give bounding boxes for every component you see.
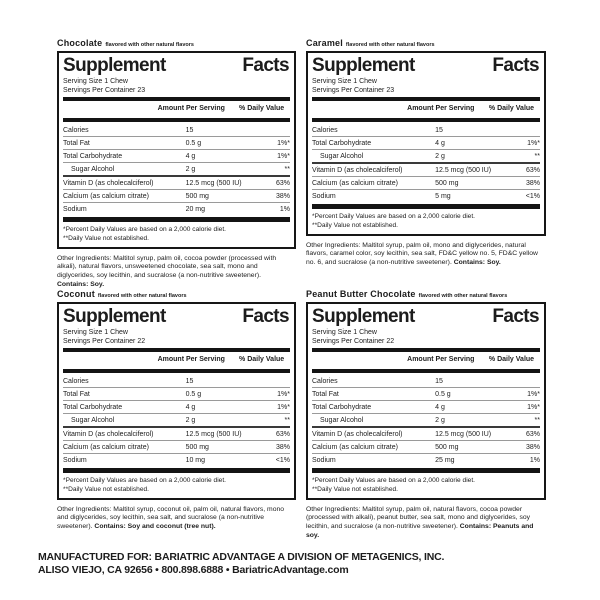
other-ingredients — [306, 506, 546, 541]
supplement-panel — [306, 38, 546, 268]
amount-value: 0.5 g — [435, 391, 451, 399]
amount-value: 4 g — [435, 140, 445, 148]
column-headers — [63, 103, 290, 116]
flavor-name: Peanut Butter Chocolate — [306, 289, 416, 299]
daily-value: 63% — [275, 180, 290, 188]
table-row — [63, 136, 290, 149]
nutrient-label: Calcium (as calcium citrate) — [312, 180, 398, 188]
divider-bar — [63, 369, 290, 373]
table-row — [63, 453, 290, 466]
amount-value: 500 mg — [435, 444, 459, 452]
facts-title-word2: Facts — [492, 55, 539, 76]
flavor-name: Caramel — [306, 38, 343, 48]
divider-bar — [63, 97, 290, 101]
nutrient-label: Sugar Alcohol — [71, 166, 115, 174]
table-row — [63, 387, 290, 400]
table-row — [63, 189, 290, 202]
divider-bar — [312, 468, 540, 473]
flavor-name: Coconut — [57, 289, 95, 299]
daily-value-header: % Daily Value — [488, 356, 535, 364]
facts-title-word2: Facts — [242, 306, 289, 327]
flavor-subtitle: flavored with other natural flavors — [418, 293, 508, 299]
nutrient-label: Total Fat — [63, 140, 90, 148]
nutrient-label: Vitamin D (as cholecalciferol) — [63, 431, 154, 439]
nutrient-label: Calories — [63, 127, 89, 135]
table-row — [312, 400, 540, 413]
daily-value: 63% — [525, 167, 540, 175]
contact-line: ALISO VIEJO, CA 92656 • 800.898.6888 • BariatricAdvantage.com — [38, 563, 349, 576]
facts-title-word1: Supplement — [63, 306, 166, 327]
daily-value: 1%* — [277, 140, 290, 148]
other-ingredients-text: Other Ingredients: Maltitol syrup, coconut oil, palm oil, natural flavors, mono and diglycerides, soy lecithin, sea salt, and sucralose (a non-nutritive sweetener). — [57, 505, 285, 531]
daily-value: 63% — [525, 431, 540, 439]
flavor-subtitle: flavored with other natural flavors — [345, 42, 435, 48]
servings-per-container: Servings Per Container 23 — [63, 87, 146, 95]
panel-grid — [57, 38, 547, 541]
table-row — [312, 189, 540, 202]
footnote-dv-not-established: **Daily Value not established. — [63, 485, 150, 493]
nutrient-label: Sodium — [312, 457, 336, 465]
nutrient-label: Total Fat — [312, 391, 339, 399]
nutrient-label: Calories — [312, 378, 338, 386]
column-headers — [63, 354, 290, 367]
amount-value: 500 mg — [185, 444, 209, 452]
amount-value: 12.5 mcg (500 IU) — [435, 167, 492, 175]
supplement-facts-title — [312, 306, 540, 328]
nutrient-label: Sodium — [312, 193, 336, 201]
daily-value: 38% — [275, 444, 290, 452]
facts-title-word2: Facts — [492, 306, 539, 327]
flavor-title — [57, 289, 296, 299]
table-row — [63, 440, 290, 453]
amount-value: 500 mg — [435, 180, 459, 188]
facts-rows — [312, 124, 540, 202]
other-ingredients — [57, 506, 296, 532]
daily-value: 1%* — [277, 391, 290, 399]
table-row — [312, 413, 540, 426]
daily-value: 1%* — [277, 153, 290, 161]
table-row — [312, 124, 540, 136]
daily-value: 1%* — [277, 404, 290, 412]
daily-value: <1% — [525, 193, 540, 201]
flavor-subtitle: flavored with other natural flavors — [97, 293, 187, 299]
daily-value: 1% — [529, 457, 540, 465]
nutrient-label: Calcium (as calcium citrate) — [63, 444, 149, 452]
daily-value: 38% — [525, 444, 540, 452]
daily-value-header: % Daily Value — [488, 105, 535, 113]
nutrient-label: Sugar Alcohol — [71, 417, 115, 425]
serving-size: Serving Size 1 Chew — [312, 78, 377, 86]
footnotes — [312, 475, 540, 494]
footnote-dv-not-established: **Daily Value not established. — [312, 485, 399, 493]
other-ingredients-text: Other Ingredients: Maltitol syrup, palm oil, natural flavors, cocoa powder (processed with alkali), peanut butter, sea salt, mono and diglycerides, soy lecithin, and sucralose (a non-nutritive sweetener). — [306, 505, 531, 531]
nutrient-label: Vitamin D (as cholecalciferol) — [63, 180, 154, 188]
table-row — [63, 202, 290, 215]
facts-title-word1: Supplement — [63, 55, 166, 76]
supplement-facts-title — [63, 306, 290, 328]
serving-size: Serving Size 1 Chew — [63, 78, 128, 86]
table-row — [63, 413, 290, 426]
facts-title-word2: Facts — [242, 55, 289, 76]
amount-value: 10 mg — [185, 457, 206, 465]
nutrient-label: Sodium — [63, 457, 87, 465]
table-row — [63, 400, 290, 413]
daily-value-header: % Daily Value — [239, 105, 285, 113]
daily-value: ** — [534, 153, 540, 161]
footnote-percent-dv: *Percent Daily Values are based on a 2,000 calorie diet. — [312, 213, 475, 221]
table-row — [312, 453, 540, 466]
flavor-subtitle: flavored with other natural flavors — [105, 42, 194, 48]
facts-rows — [63, 375, 290, 466]
amount-value: 0.5 g — [185, 140, 202, 148]
amount-value: 12.5 mcg (500 IU) — [185, 180, 242, 188]
other-ingredients-text: Other Ingredients: Maltitol syrup, palm oil, cocoa powder (processed with alkali), natural flavors, unsweetened chocolate, sea salt, mono and diglycerides, soy lecithin, and sucralose (a non-nutritive sweetener). — [57, 254, 277, 280]
amount-value: 0.5 g — [185, 391, 202, 399]
amount-value: 2 g — [435, 417, 445, 425]
amount-per-serving-header: Amount Per Serving — [157, 105, 225, 113]
table-row — [63, 426, 290, 440]
table-row — [63, 175, 290, 189]
other-ingredients — [306, 242, 546, 268]
supplement-facts-box — [57, 302, 296, 500]
daily-value: ** — [284, 166, 290, 174]
daily-value — [500, 377, 540, 386]
facts-title-word1: Supplement — [312, 306, 415, 327]
nutrient-label: Calories — [63, 378, 89, 386]
contains-statement: Contains: Soy. — [57, 280, 105, 288]
amount-value: 500 mg — [185, 193, 209, 201]
nutrient-label: Total Carbohydrate — [312, 404, 372, 412]
table-row — [312, 440, 540, 453]
divider-bar — [312, 369, 540, 373]
daily-value: ** — [534, 417, 540, 425]
amount-value: 15 — [435, 378, 443, 386]
nutrient-label: Calcium (as calcium citrate) — [63, 193, 149, 201]
footnote-dv-not-established: **Daily Value not established. — [312, 221, 399, 229]
footnote-percent-dv: *Percent Daily Values are based on a 2,000 calorie diet. — [63, 226, 226, 234]
daily-value: 1% — [279, 206, 290, 214]
daily-value: 38% — [275, 193, 290, 201]
flavor-title — [306, 38, 546, 48]
serving-size: Serving Size 1 Chew — [312, 329, 377, 337]
supplement-panel — [57, 289, 296, 532]
daily-value-header: % Daily Value — [239, 356, 285, 364]
amount-value: 12.5 mcg (500 IU) — [185, 431, 242, 439]
divider-bar — [312, 97, 540, 101]
column-headers — [312, 103, 540, 116]
daily-value — [250, 377, 290, 386]
footnotes — [63, 224, 290, 243]
amount-value: 15 — [185, 127, 194, 135]
supplement-facts-title — [63, 55, 290, 77]
facts-rows — [312, 375, 540, 466]
amount-value: 4 g — [435, 404, 445, 412]
nutrient-label: Sodium — [63, 206, 87, 214]
nutrient-label: Calories — [312, 127, 338, 135]
nutrient-label: Total Fat — [63, 391, 90, 399]
nutrient-label: Vitamin D (as cholecalciferol) — [312, 167, 403, 175]
contains-statement: Contains: Peanuts and soy. — [306, 523, 534, 539]
nutrient-label: Total Carbohydrate — [63, 153, 123, 161]
flavor-title — [306, 289, 546, 299]
servings-per-container: Servings Per Container 23 — [312, 87, 395, 95]
divider-bar — [63, 217, 290, 222]
flavor-name: Chocolate — [57, 38, 103, 48]
divider-bar — [312, 204, 540, 209]
divider-bar — [312, 118, 540, 122]
amount-per-serving-header: Amount Per Serving — [407, 356, 475, 364]
daily-value: 63% — [275, 431, 290, 439]
amount-per-serving-header: Amount Per Serving — [157, 356, 225, 364]
nutrient-label: Total Carbohydrate — [312, 140, 372, 148]
supplement-panel — [57, 38, 296, 290]
facts-title-word1: Supplement — [312, 55, 415, 76]
supplement-facts-box — [306, 302, 546, 500]
flavor-title — [57, 38, 296, 48]
footnote-percent-dv: *Percent Daily Values are based on a 2,000 calorie diet. — [312, 477, 475, 485]
daily-value: <1% — [275, 457, 290, 465]
table-row — [63, 162, 290, 175]
daily-value: 38% — [525, 180, 540, 188]
amount-value: 5 mg — [435, 193, 451, 201]
column-headers — [312, 354, 540, 367]
table-row — [312, 136, 540, 149]
nutrient-label: Sugar Alcohol — [320, 153, 364, 161]
footnote-dv-not-established: **Daily Value not established. — [63, 234, 150, 242]
table-row — [63, 375, 290, 387]
footnote-percent-dv: *Percent Daily Values are based on a 2,000 calorie diet. — [63, 477, 226, 485]
amount-value: 15 — [185, 378, 194, 386]
serving-size: Serving Size 1 Chew — [63, 329, 128, 337]
nutrient-label: Sugar Alcohol — [320, 417, 364, 425]
table-row — [312, 375, 540, 387]
servings-per-container: Servings Per Container 22 — [312, 338, 395, 346]
amount-value: 25 mg — [435, 457, 455, 465]
contains-statement: Contains: Soy. — [453, 259, 501, 267]
divider-bar — [63, 118, 290, 122]
manufacturer-line: MANUFACTURED FOR: BARIATRIC ADVANTAGE A DIVISION OF METAGENICS, INC. — [38, 551, 445, 563]
nutrient-label: Calcium (as calcium citrate) — [312, 444, 398, 452]
table-row — [312, 162, 540, 176]
footnotes — [312, 211, 540, 230]
amount-value: 2 g — [435, 153, 445, 161]
table-row — [312, 426, 540, 440]
daily-value: 1%* — [527, 140, 540, 148]
amount-value: 4 g — [185, 404, 196, 412]
supplement-panel — [306, 289, 546, 541]
amount-value: 2 g — [185, 417, 196, 425]
amount-value: 12.5 mcg (500 IU) — [435, 431, 492, 439]
table-row — [312, 387, 540, 400]
amount-value: 15 — [435, 127, 443, 135]
divider-bar — [312, 348, 540, 352]
other-ingredients — [57, 255, 296, 290]
amount-per-serving-header: Amount Per Serving — [407, 105, 475, 113]
facts-rows — [63, 124, 290, 215]
amount-value: 4 g — [185, 153, 196, 161]
manufacturer-footer — [38, 551, 444, 576]
daily-value — [500, 126, 540, 135]
nutrient-label: Total Carbohydrate — [63, 404, 123, 412]
table-row — [63, 149, 290, 162]
table-row — [312, 149, 540, 162]
divider-bar — [63, 348, 290, 352]
servings-per-container: Servings Per Container 22 — [63, 338, 146, 346]
divider-bar — [63, 468, 290, 473]
daily-value: 1%* — [527, 404, 540, 412]
table-row — [63, 124, 290, 136]
daily-value: 1%* — [527, 391, 540, 399]
amount-value: 20 mg — [185, 206, 206, 214]
supplement-facts-box — [57, 51, 296, 249]
supplement-facts-box — [306, 51, 546, 236]
amount-value: 2 g — [185, 166, 196, 174]
table-row — [312, 176, 540, 189]
footnotes — [63, 475, 290, 494]
daily-value — [250, 126, 290, 135]
contains-statement: Contains: Soy and coconut (tree nut). — [94, 523, 216, 531]
other-ingredients-text: Other Ingredients: Maltitol syrup, palm oil, mono and diglycerides, natural flavors, caramel color, soy lecithin, sea salt, FD&C yellow no. 5, FD&C yellow no. 6, and sucralose (a non-nutritive sweetener). — [306, 241, 538, 267]
supplement-facts-title — [312, 55, 540, 77]
nutrient-label: Vitamin D (as cholecalciferol) — [312, 431, 403, 439]
daily-value: ** — [284, 417, 290, 425]
